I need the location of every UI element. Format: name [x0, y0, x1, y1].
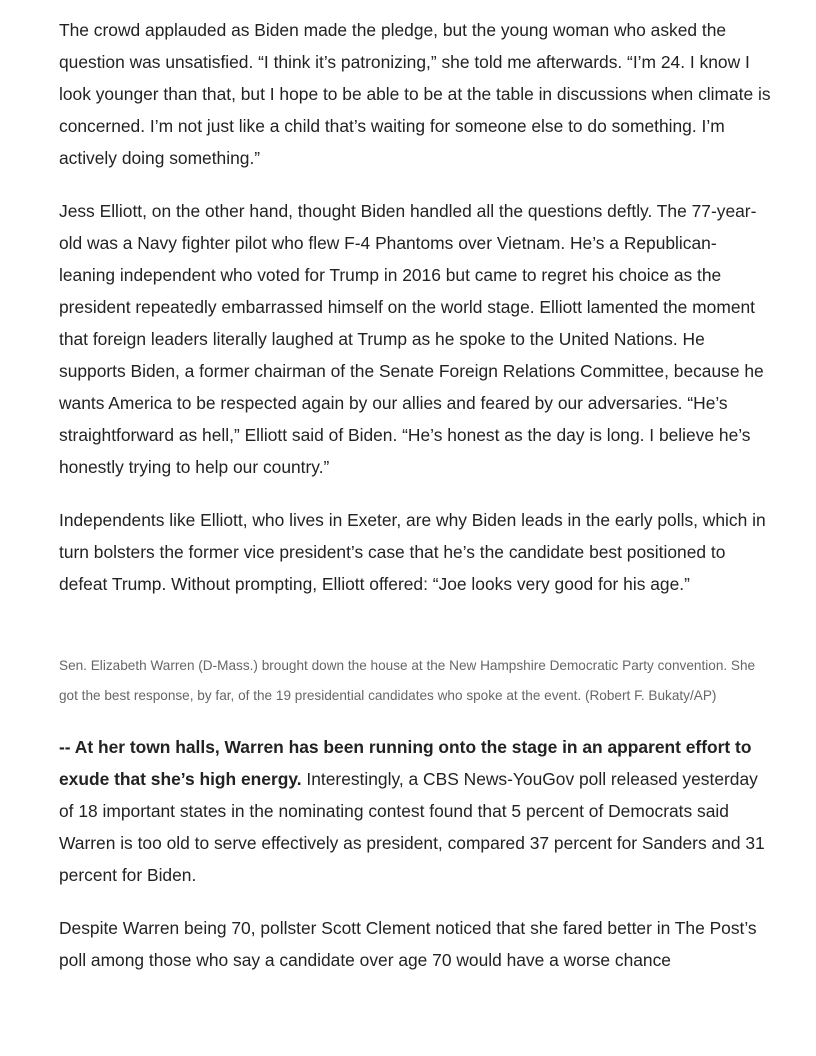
- photo-caption: Sen. Elizabeth Warren (D-Mass.) brought down the house at the New Hampshire Democratic Party convention. She got the best response, by far, of the 19 presidential candidates who spoke at the event. (Robert F. Bukaty/AP): [59, 658, 756, 703]
- warren-lead-bold: -- At her town halls, Warren has been running onto the stage in an apparent effort to exude that she’s high energy.: [59, 737, 752, 789]
- paragraph-jess-elliott: Jess Elliott, on the other hand, thought Biden handled all the questions deftly. The 77-year-old was a Navy fighter pilot who flew F-4 Phantoms over Vietnam. He’s a Republican-leaning independent who voted for Trump in 2016 but came to regret his choice as the president repeatedly embarrassed himself on the world stage. Elliott lamented the moment that foreign leaders literally laughed at Trump as he spoke to the United Nations. He supports Biden, a former chairman of the Senate Foreign Relations Committee, because he wants America to be respected again by our allies and feared by our adversaries. “He’s straightforward as hell,” Elliott said of Biden. “He’s honest as the day is long. I believe he’s honestly trying to help our country.”: [59, 201, 764, 477]
- cbs-yougov-poll-link[interactable]: CBS News-YouGov poll: [423, 769, 607, 789]
- paragraph-independents: Independents like Elliott, who lives in Exeter, are why Biden leads in the early polls, which in turn bolsters the former vice president’s case that he’s the candidate best positioned to defeat Trump. Without prompting, Elliott offered: “Joe looks very good for his age.”: [59, 510, 766, 594]
- paragraph-young-woman: The crowd applauded as Biden made the pledge, but the young woman who asked the question was unsatisfied. “I think it’s patronizing,” she told me afterwards. “I’m 24. I know I look younger than that, but I hope to be able to be at the table in discussions when climate is concerned. I’m not just like a child that’s waiting for someone else to do something. I’m actively doing something.”: [59, 20, 771, 168]
- paragraph-warren-town-halls: [59, 731, 771, 891]
- article-body: [59, 14, 771, 976]
- paragraph-scott-clement: Despite Warren being 70, pollster Scott Clement noticed that she fared better in The Post’s poll among those who say a candidate over age 70 would have a worse chance: [59, 918, 757, 970]
- paragraph-text: Interestingly, a: [301, 769, 424, 789]
- paragraph-text: released yesterday of 18 important states in the nominating contest found that 5 percent of Democrats said Warren is too old to serve effectively as president, compared 37 percent for Sanders and 31 percent for Biden.: [59, 769, 765, 885]
